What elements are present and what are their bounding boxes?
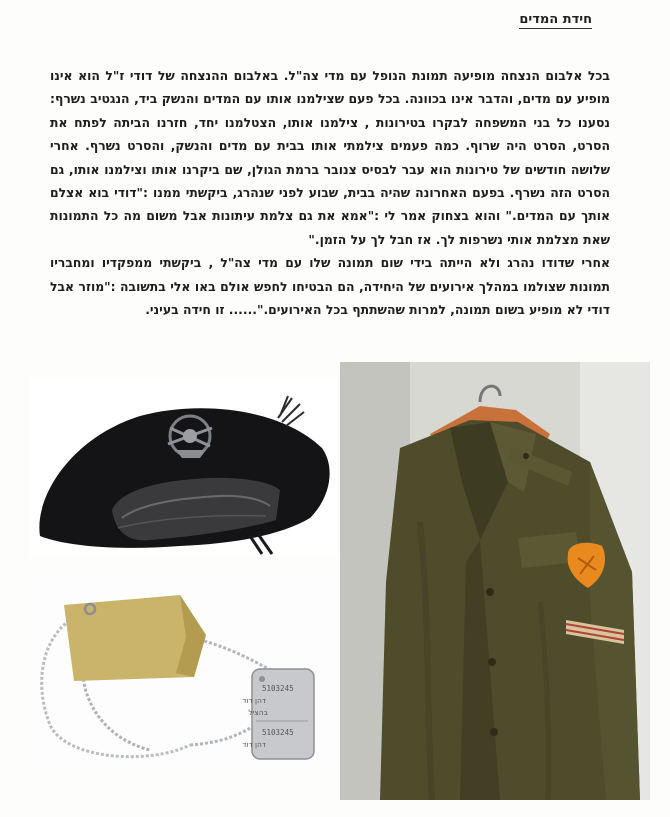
page-title: חידת המדים xyxy=(519,12,592,27)
body-text xyxy=(50,64,610,321)
tag-text-name-2: דהן דוד xyxy=(242,740,266,749)
tag-text-line: בהציל xyxy=(248,708,268,717)
tag-text-number-2: 5103245 xyxy=(262,728,294,737)
paragraph-1: בכל אלבום הנצחה מופיעה תמונת הנופל עם מדי צה"ל. באלבום ההנצחה של דודי ז"ל הוא אינו מופיע עם מדים, והדבר אינו בכוונה. בכל פעם שצילמנו אותו עם המדים והנשק ביד, הנגטיב נשרף: נסענו כל בני המשפחה לבקרו בטירונות , צילמנו אותו, הצטלמנו יחד, חזרנו הביתה לפתח את הסרט, הסרט היה שרוף. כמה פעמים צילמתי אותו בבית עם מדים והנשק, והסרט נשרף. אחרי שלושה חודשים של טירונות הוא עבר לבסיס צנובר ברמת הגולן, שם ביקרנו אותו וצילמנו אותו, גם הסרט הזה נשרף. בפעם האחרונה שהיה בבית, שבוע לפני שנהרג, ביקשתי ממנו :"דודי בוא אצלם אותך עם המדים." והוא בצחוק אמר לי :"אמא את גם צלמת עיתונות אבל משום מה כל התמונות שאת מצלמת אותי נשרפות לך. אז חבל לך על הזמן." xyxy=(50,68,610,247)
dog-tag-photo xyxy=(30,565,338,770)
tag-text-number: 5103245 xyxy=(262,684,294,693)
paragraph-2: אחרי שדודו נהרג ולא הייתה בידי שום תמונה שלו עם מדי צה"ל , ביקשתי ממפקדיו ומחבריו תמונות שצולמו במהלך אירועים של היחידה, הם הבטיחו לחפש אולם באו אלי בתשובה :"מוזר אבל דודי לא מופיע בשום תמונה, למרות שהשתתף בכל האירועים."...... זו חידה בעיני. xyxy=(50,255,610,318)
beret-photo xyxy=(30,378,338,556)
uniform-jacket-photo xyxy=(340,362,650,800)
tag-text-name: דהן דוד xyxy=(242,696,266,705)
